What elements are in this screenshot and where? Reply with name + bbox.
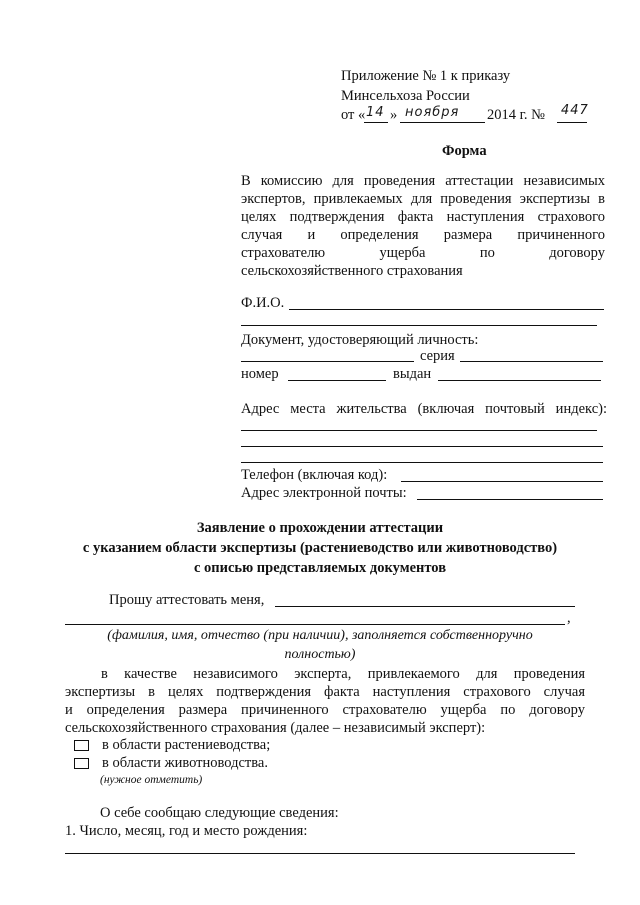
- series-label: серия: [420, 348, 455, 364]
- about-intro: О себе сообщаю следующие сведения:: [100, 805, 339, 821]
- email-field[interactable]: [417, 499, 603, 500]
- statement-paragraph: [65, 665, 585, 737]
- order-number-handwritten: 447: [561, 103, 589, 118]
- address-field-line-1[interactable]: [241, 430, 597, 431]
- addressee-line: В комиссию для проведения аттестации независимых: [241, 173, 605, 189]
- birth-info-field[interactable]: [65, 853, 575, 854]
- request-caption-line-1: (фамилия, имя, отчество (при наличии), заполняется собственноручно: [107, 628, 533, 643]
- crop-production-checkbox[interactable]: [74, 740, 89, 751]
- number-label: номер: [241, 366, 279, 382]
- appendix-line-2: Минсельхоза России: [341, 88, 470, 104]
- addressee-line: сельскохозяйственного страхования: [241, 263, 463, 279]
- options-hint: (нужное отметить): [100, 774, 203, 786]
- date-mid: »: [390, 107, 398, 123]
- date-day-handwritten: 14: [366, 105, 385, 120]
- request-text: Прошу аттестовать меня,: [109, 592, 265, 608]
- issued-field[interactable]: [438, 380, 601, 381]
- number-field[interactable]: [288, 380, 386, 381]
- fio-field-continuation[interactable]: [241, 325, 597, 326]
- paragraph-line: в качестве независимого эксперта, привлекаемого для проведения: [101, 666, 585, 682]
- issued-label: выдан: [393, 366, 432, 382]
- statement-title-line-3: с описью представляемых документов: [193, 560, 447, 576]
- addressee-line: случая и определения размера причиненного: [241, 227, 605, 243]
- series-field[interactable]: [460, 361, 603, 362]
- fio-label: Ф.И.О.: [241, 295, 285, 311]
- address-label: Адрес места жительства (включая почтовый индекс):: [241, 401, 607, 417]
- date-year: 2014 г. №: [487, 107, 546, 123]
- email-label: Адрес электронной почты:: [241, 485, 407, 501]
- request-caption-line-2: полностью): [284, 647, 356, 662]
- paragraph-line: экспертизы в целях подтверждения факта наступления страхового случая: [65, 684, 585, 700]
- order-number-underline: [557, 122, 587, 123]
- request-name-field[interactable]: [275, 606, 575, 607]
- livestock-label: в области животноводства.: [102, 755, 268, 771]
- fio-field[interactable]: [289, 309, 604, 310]
- addressee-line: страхователю ущерба по договору: [241, 245, 605, 261]
- date-prefix: от «: [341, 107, 366, 123]
- request-name-field-continuation[interactable]: [65, 624, 565, 625]
- date-month-handwritten: ноября: [405, 105, 460, 120]
- document-type-field[interactable]: [241, 361, 414, 362]
- about-item-1: 1. Число, месяц, год и место рождения:: [65, 823, 308, 839]
- request-comma: ,: [567, 610, 571, 626]
- document-label: Документ, удостоверяющий личность:: [241, 332, 479, 348]
- appendix-line-1: Приложение № 1 к приказу: [341, 68, 511, 84]
- phone-label: Телефон (включая код):: [241, 467, 388, 483]
- addressee-line: экспертов, привлекаемых для проведения экспертизы в: [241, 191, 605, 207]
- request-caption: [0, 626, 640, 664]
- paragraph-line: сельскохозяйственного страхования (далее – независимый эксперт):: [65, 720, 486, 736]
- statement-title-line-1: Заявление о прохождении аттестации: [196, 520, 444, 536]
- addressee-line: целях подтверждения факта наступления страхового: [241, 209, 605, 225]
- addressee-block: [241, 172, 605, 280]
- date-day-underline: [364, 122, 388, 123]
- statement-title: [0, 518, 640, 578]
- livestock-checkbox[interactable]: [74, 758, 89, 769]
- date-month-underline: [400, 122, 485, 123]
- address-field-line-3[interactable]: [241, 462, 603, 463]
- crop-production-label: в области растениеводства;: [102, 737, 271, 753]
- phone-field[interactable]: [401, 481, 603, 482]
- paragraph-line: и определения размера причиненного страхователю ущерба по договору: [65, 702, 585, 718]
- statement-title-line-2: с указанием области экспертизы (растениеводство или животноводство): [82, 540, 558, 556]
- address-field-line-2[interactable]: [241, 446, 603, 447]
- form-title: Форма: [442, 143, 487, 159]
